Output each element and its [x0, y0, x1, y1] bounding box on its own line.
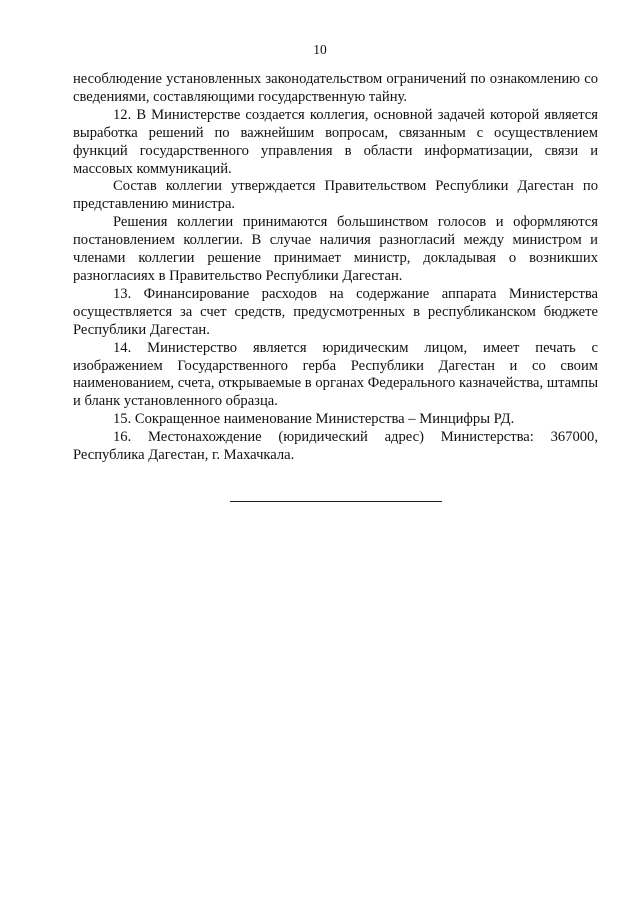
paragraph-board-decisions: Решения коллегии принимаются большинством голосов и оформляются постановлением коллегии. В случае наличия разногласий между министром и членами коллегии решение принимает министр, докладывая о возникших разногласиях в Правительство Республики Дагестан. — [73, 214, 598, 284]
paragraph-item-16: 16. Местонахождение (юридический адрес) Министерства: 367000, Республика Дагестан, г. Махачкала. — [73, 429, 598, 464]
document-body — [73, 71, 598, 465]
paragraph-continuation: несоблюдение установленных законодательством ограничений по ознакомлению со сведениями, составляющими государственную тайну. — [73, 71, 598, 105]
paragraph-item-12: 12. В Министерстве создается коллегия, основной задачей которой является выработка решений по важнейшим вопросам, связанным с осуществлением функций государственного управления в области информатизации, связи и массовых коммуникаций. — [73, 106, 598, 177]
paragraph-board-composition: Состав коллегии утверждается Правительством Республики Дагестан по представлению министра. — [73, 178, 598, 213]
paragraph-item-13: 13. Финансирование расходов на содержание аппарата Министерства осуществляется за счет средств, предусмотренных в республиканском бюджете Республики Дагестан. — [73, 285, 598, 338]
paragraph-item-15: 15. Сокращенное наименование Министерства – Минцифры РД. — [113, 411, 515, 428]
paragraph-item-14: 14. Министерство является юридическим лицом, имеет печать с изображением Государственного герба Республики Дагестан и со своим наименованием, счета, открываемые в органах Федерального казначейства, штампы и бланк установленного образца. — [73, 339, 598, 410]
page-number: 10 — [313, 42, 327, 57]
closing-divider-line — [230, 501, 442, 502]
